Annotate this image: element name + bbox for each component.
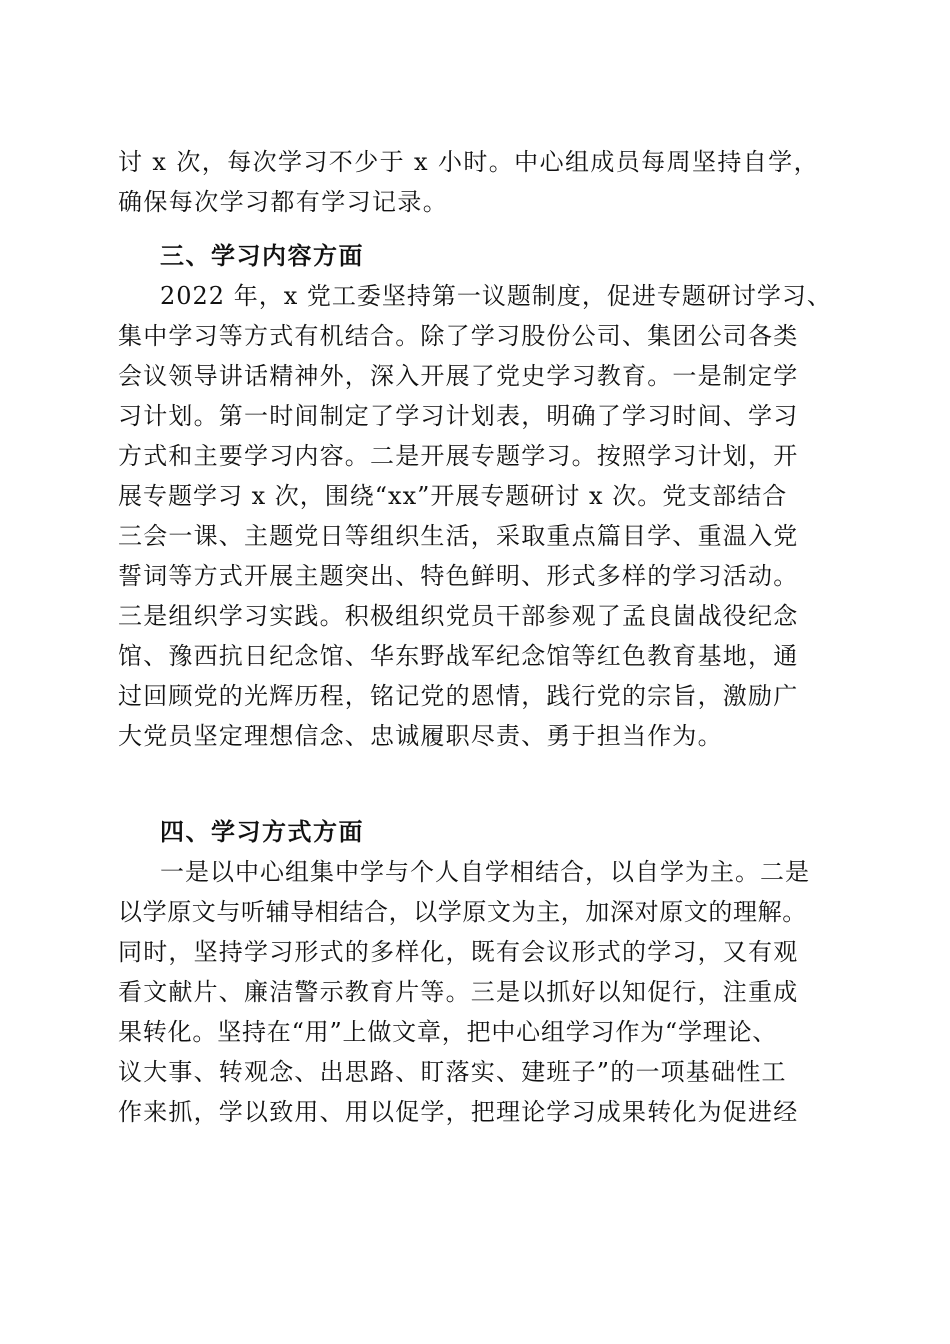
section-3-first-line-wrap xyxy=(118,276,830,316)
intro-paragraph xyxy=(118,142,830,222)
paragraph-line: 习计划。第一时间制定了学习计划表，明确了学习时间、学习 xyxy=(118,402,799,430)
section-3-heading: 三、学习内容方面 xyxy=(160,242,364,270)
paragraph-line: 讨 x 次，每次学习不少于 x 小时。中心组成员每周坚持自学， xyxy=(118,148,819,176)
section-4-first-line-wrap xyxy=(118,852,830,892)
paragraph-line: 展专题学习 x 次，围绕“xx”开展专题研讨 x 次。党支部结合 xyxy=(118,482,788,510)
paragraph-line: 三会一课、主题党日等组织生活，采取重点篇目学、重温入党 xyxy=(118,522,799,550)
paragraph-line: 看文献片、廉洁警示教育片等。三是以抓好以知促行，注重成 xyxy=(118,978,799,1006)
paragraph-line: 作来抓，学以致用、用以促学，把理论学习成果转化为促进经 xyxy=(118,1098,799,1126)
section-3 xyxy=(118,236,830,756)
paragraph-line: 馆、豫西抗日纪念馆、华东野战军纪念馆等红色教育基地，通 xyxy=(118,642,799,670)
paragraph-line: 议大事、转观念、出思路、盯落实、建班子”的一项基础性工 xyxy=(118,1058,787,1086)
paragraph-line: 以学原文与听辅导相结合，以学原文为主，加深对原文的理解。 xyxy=(118,898,807,926)
paragraph-line: 一是以中心组集中学与个人自学相结合，以自学为主。二是 xyxy=(160,858,810,886)
paragraph-line: 集中学习等方式有机结合。除了学习股份公司、集团公司各类 xyxy=(118,322,799,350)
paragraph-line: 过回顾党的光辉历程，铭记党的恩情，践行党的宗旨，激励广 xyxy=(118,682,799,710)
paragraph-line: 大党员坚定理想信念、忠诚履职尽责、勇于担当作为。 xyxy=(118,722,723,750)
paragraph-line: 誓词等方式开展主题突出、特色鲜明、形式多样的学习活动。 xyxy=(118,562,799,590)
section-4 xyxy=(118,812,830,1132)
section-4-heading: 四、学习方式方面 xyxy=(160,818,364,846)
paragraph-line: 会议领导讲话精神外，深入开展了党史学习教育。一是制定学 xyxy=(118,362,799,390)
paragraph-line: 方式和主要学习内容。二是开展专题学习。按照学习计划，开 xyxy=(118,442,799,470)
paragraph-line: 确保每次学习都有学习记录。 xyxy=(118,188,449,216)
paragraph-line: 2022 年，x 党工委坚持第一议题制度，促进专题研讨学习、 xyxy=(160,282,832,310)
paragraph-line: 同时，坚持学习形式的多样化，既有会议形式的学习，又有观 xyxy=(118,938,799,966)
paragraph-line: 果转化。坚持在“用”上做文章，把中心组学习作为“学理论、 xyxy=(118,1018,778,1046)
paragraph-line: 三是组织学习实践。积极组织党员干部参观了孟良崮战役纪念 xyxy=(118,602,799,630)
